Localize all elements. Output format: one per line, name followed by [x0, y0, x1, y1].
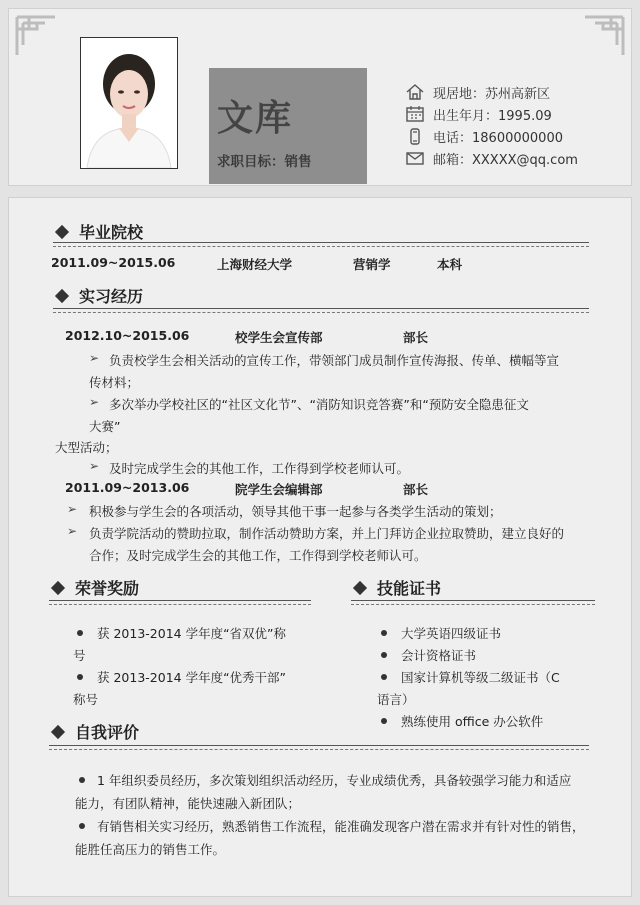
bullet-dot-icon [381, 630, 387, 636]
self-line: 1 年组织委员经历，多次策划组织活动经历，专业成绩优秀，具备较强学习能力和适应 [97, 773, 572, 788]
honor-line: 称号 [73, 692, 99, 707]
job1-item: 大型活动； [55, 440, 118, 455]
name-block [209, 68, 367, 184]
skill-line: 语言） [377, 692, 415, 707]
diamond-icon [55, 224, 69, 238]
resume-body [8, 197, 632, 897]
self-line: 有销售相关实习经历，熟悉销售工作流程，能准确发现客户潜在需求并有针对性的销售， [97, 819, 585, 834]
contact-address: 现居地：苏州高新区 [405, 81, 578, 103]
bullet-dot-icon [381, 718, 387, 724]
diamond-icon [55, 288, 69, 302]
job2-item: 合作；及时完成学生会的其他工作，工作得到学校老师认可。 [89, 548, 427, 563]
corner-ornament-icon [15, 15, 59, 59]
section-divider [49, 745, 589, 750]
mail-icon [405, 149, 425, 167]
arrow-bullet-icon: ➢ [67, 524, 78, 538]
contact-birth: 出生年月：1995.09 [405, 103, 578, 125]
home-icon [405, 83, 425, 101]
diamond-icon [353, 580, 367, 594]
section-divider [351, 600, 595, 605]
honor-line: 号 [73, 648, 86, 663]
skill-line: 会计资格证书 [401, 648, 477, 663]
education-degree: 本科 [437, 257, 463, 272]
section-title-self-evaluation: 自我评价 [53, 720, 139, 743]
honor-line: 获 2013-2014 学年度“省双优”称 [97, 626, 287, 641]
honor-line: 获 2013-2014 学年度“优秀干部” [97, 670, 287, 685]
arrow-bullet-icon: ➢ [89, 459, 100, 473]
job1-role: 部长 [403, 330, 429, 345]
section-divider [49, 600, 311, 605]
section-divider [53, 308, 589, 313]
skill-line: 熟练使用 office 办公软件 [401, 714, 544, 729]
bullet-dot-icon [77, 630, 83, 636]
section-title-education: 毕业院校 [57, 220, 143, 243]
education-date: 2011.09~2015.06 [51, 255, 176, 270]
arrow-bullet-icon: ➢ [67, 502, 78, 516]
job1-item: 大赛” [89, 419, 121, 434]
profile-photo [80, 37, 178, 169]
job1-org: 校学生会宣传部 [235, 330, 323, 345]
self-line: 能胜任高压力的销售工作。 [75, 842, 226, 857]
section-title-skills: 技能证书 [355, 576, 441, 599]
job1-item: 负责校学生会相关活动的宣传工作，带领部门成员制作宣传海报、传单、横幅等宣 [109, 353, 560, 368]
job1-item: 传材料； [89, 375, 140, 390]
education-school: 上海财经大学 [217, 257, 293, 272]
resume-header [8, 8, 632, 186]
job2-role: 部长 [403, 482, 429, 497]
bullet-dot-icon [79, 777, 85, 783]
job-target: 求职目标：销售 [217, 154, 312, 170]
contact-email: 邮箱：XXXXX@qq.com [405, 147, 578, 169]
diamond-icon [51, 724, 65, 738]
job1-item: 及时完成学生会的其他工作，工作得到学校老师认可。 [109, 461, 410, 476]
bullet-dot-icon [77, 674, 83, 680]
skill-line: 大学英语四级证书 [401, 626, 502, 641]
job2-item: 负责学院活动的赞助拉取，制作活动赞助方案，并上门拜访企业拉取赞助，建立良好的 [89, 526, 565, 541]
arrow-bullet-icon: ➢ [89, 351, 100, 365]
bullet-dot-icon [381, 652, 387, 658]
education-major: 营销学 [353, 257, 391, 272]
job2-date: 2011.09~2013.06 [65, 480, 190, 495]
diamond-icon [51, 580, 65, 594]
section-title-honors: 荣誉奖励 [53, 576, 139, 599]
self-line: 能力，有团队精神，能快速融入新团队； [75, 796, 301, 811]
job2-org: 院学生会编辑部 [235, 482, 323, 497]
candidate-name: 文库 [217, 98, 294, 139]
contact-info [405, 81, 578, 169]
arrow-bullet-icon: ➢ [89, 395, 100, 409]
job1-item: 多次举办学校社区的“社区文化节”、“消防知识竞答赛”和“预防安全隐患征文 [109, 397, 529, 412]
bullet-dot-icon [381, 674, 387, 680]
phone-icon [405, 127, 425, 145]
job2-item: 积极参与学生会的各项活动，领导其他干事一起参与各类学生活动的策划； [89, 504, 502, 519]
bullet-dot-icon [79, 823, 85, 829]
corner-ornament-icon [581, 15, 625, 59]
section-title-internship: 实习经历 [57, 284, 143, 307]
skill-line: 国家计算机等级二级证书（C [401, 670, 560, 685]
section-divider [53, 242, 589, 247]
job1-date: 2012.10~2015.06 [65, 328, 190, 343]
contact-phone: 电话：18600000000 [405, 125, 578, 147]
calendar-icon [405, 105, 425, 123]
